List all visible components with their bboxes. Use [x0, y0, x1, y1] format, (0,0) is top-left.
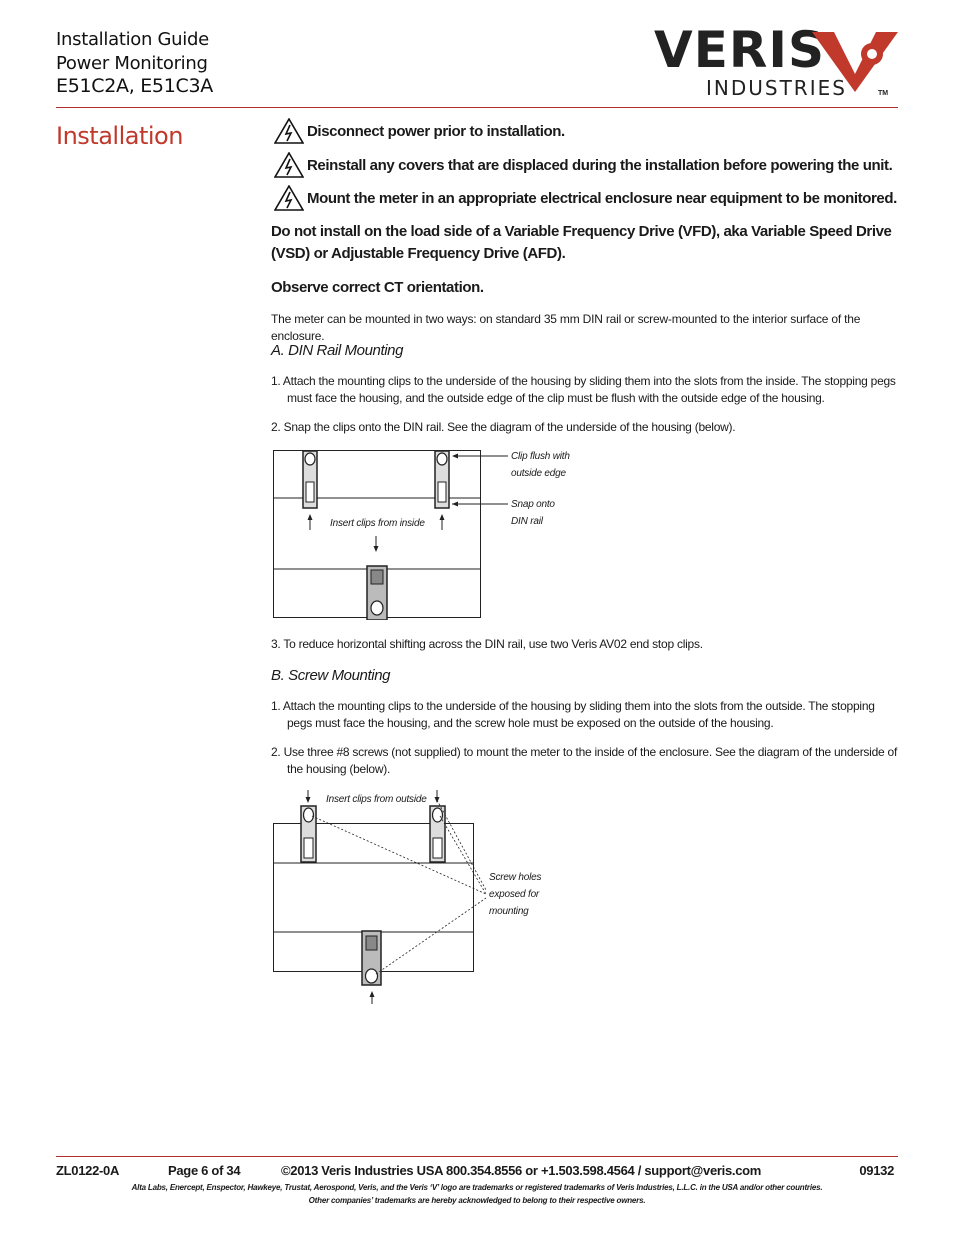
label-screw-holes-2: exposed for: [489, 889, 540, 900]
mounting-clip-left: [303, 451, 317, 508]
contact-info: ©2013 Veris Industries USA 800.354.8556 or +1.503.598.4564 / support@veris.com: [281, 1163, 762, 1178]
trademark-line-2: Other companies’ trademarks are hereby acknowledged to belong to their respective owners.: [308, 1196, 646, 1205]
label-clip-flush-2: outside edge: [511, 468, 566, 479]
mounting-clip-right: [430, 806, 445, 862]
label-snap-1: Snap onto: [511, 499, 555, 510]
din-step-3: 3. To reduce horizontal shifting across the DIN rail, use two Veris AV02 end stop clips.: [271, 637, 703, 651]
logo-subtext: INDUSTRIES: [706, 76, 847, 100]
warning-covers: [274, 152, 892, 178]
screw-step-1: 1. Attach the mounting clips to the underside of the housing by sliding them into the slots from the outside. The stopping pegs must face the housing, and the screw hole must be exposed on the outside of the housing.: [271, 699, 875, 730]
label-screw-holes-3: mounting: [489, 906, 529, 917]
ct-orientation-note: Observe correct CT orientation.: [271, 279, 484, 296]
intro-paragraph: The meter can be mounted in two ways: on standard 35 mm DIN rail or screw-mounted to the interior surface of the enclosure.: [271, 312, 861, 343]
mounting-clip-left: [301, 806, 316, 862]
din-step-1: 1. Attach the mounting clips to the underside of the housing by sliding them into the slots from the inside. The stopping pegs must face the housing, and the outside edge of the clip must be flush with the outside edge of the housing.: [271, 374, 896, 405]
screw-mounting-heading: B. Screw Mounting: [271, 667, 391, 684]
doc-type: Installation Guide: [56, 29, 209, 50]
vfd-warning: Do not install on the load side of a Variable Frequency Drive (VFD), aka Variable Speed Drive (VSD) or Adjustable Frequency Drive (AFD).: [271, 223, 892, 262]
header-rule: [56, 107, 898, 108]
label-screw-holes-1: Screw holes: [489, 872, 542, 883]
veris-logo: [654, 21, 898, 102]
label-insert-outside: Insert clips from outside: [326, 794, 427, 805]
electrical-hazard-icon: [274, 152, 304, 178]
label-snap-2: DIN rail: [511, 516, 543, 527]
product-line: Power Monitoring: [56, 53, 208, 74]
warning-disconnect: [274, 118, 565, 144]
footer-rule: [56, 1156, 898, 1157]
logo-trademark: TM: [878, 90, 889, 97]
warning-enclosure: [274, 185, 897, 211]
warning-text: Mount the meter in an appropriate electrical enclosure near equipment to be monitored.: [307, 189, 897, 207]
page-number: Page 6 of 34: [168, 1163, 241, 1178]
mounting-clip-right: [435, 451, 449, 508]
mounting-clip-bottom: [362, 931, 381, 985]
doc-number: ZL0122-0A: [56, 1163, 120, 1178]
doc-code: 09132: [859, 1163, 894, 1178]
warning-text: Disconnect power prior to installation.: [307, 122, 565, 140]
trademark-line-1: Alta Labs, Enercept, Enspector, Hawkeye, Trustat, Aerospond, Veris, and the Veris ‘V’ logo are trademarks or registered trademarks of Veris Industries, L.L.C. in the USA and/or other countries.: [131, 1183, 823, 1192]
electrical-hazard-icon: [274, 118, 304, 144]
label-insert-inside: Insert clips from inside: [330, 518, 425, 529]
mounting-clip-bottom: [367, 566, 387, 620]
electrical-hazard-icon: [274, 185, 304, 211]
din-step-2: 2. Snap the clips onto the DIN rail. See the diagram of the underside of the housing (below).: [271, 420, 736, 434]
label-clip-flush-1: Clip flush with: [511, 451, 570, 462]
screw-mounting-diagram: [272, 786, 492, 1008]
din-rail-heading: A. DIN Rail Mounting: [271, 342, 404, 359]
warning-text: Reinstall any covers that are displaced during the installation before powering the unit.: [307, 156, 893, 174]
screw-step-2: 2. Use three #8 screws (not supplied) to mount the meter to the inside of the enclosure. See the diagram of the underside of the housing (below).: [271, 745, 898, 776]
section-title: Installation: [56, 122, 183, 150]
model-numbers: E51C2A, E51C3A: [56, 75, 213, 97]
logo-wordmark: VERIS: [654, 21, 825, 79]
